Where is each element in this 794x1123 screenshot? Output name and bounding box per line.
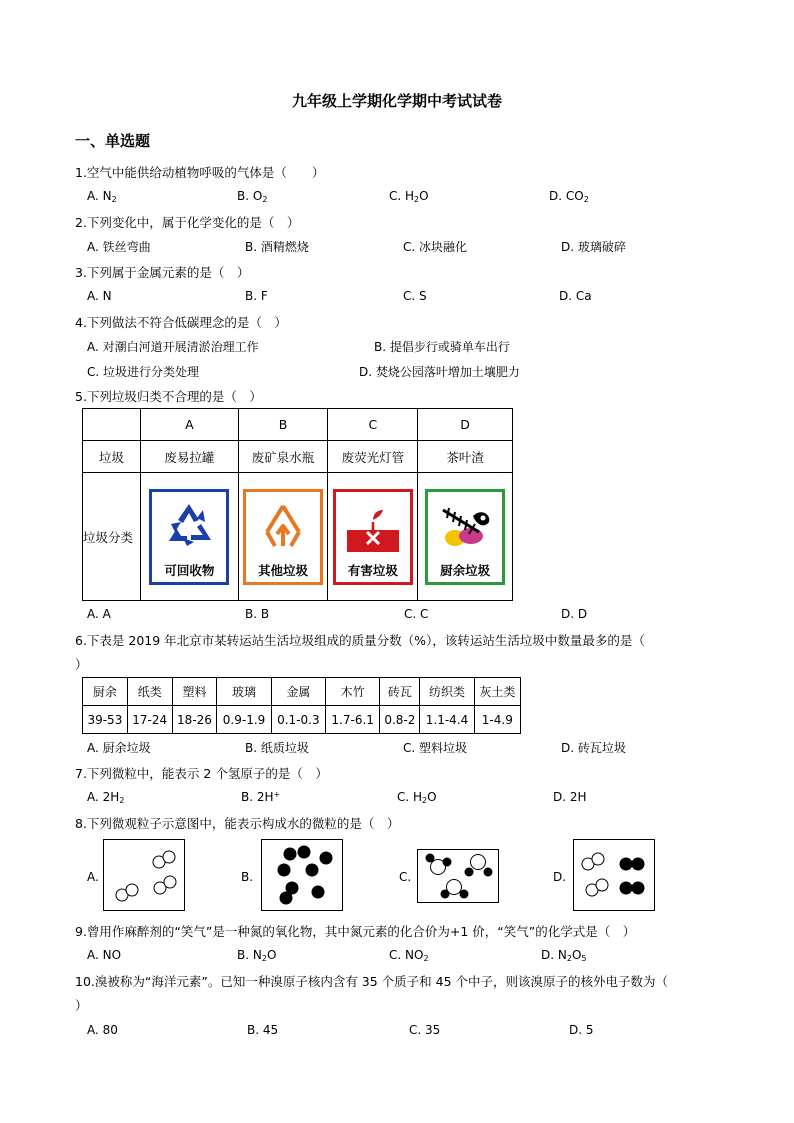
value-paper: 17-24: [127, 706, 172, 734]
molecule-diagram-b: [262, 840, 342, 910]
header-plastic: 塑料: [172, 678, 217, 706]
q7-option-a: A. $2H_2$: [87, 790, 125, 805]
q3-option-b: B. F: [245, 289, 268, 303]
kitchen-waste-sign: [425, 489, 505, 585]
col-header-b: B: [238, 409, 328, 441]
value-brick: 0.8-2: [380, 706, 420, 734]
row-label-waste: 垃圾: [83, 441, 141, 473]
q9-stem: 9.曾用作麻醉剂的“笑气”是一种氮的氧化物，其中氮元素的化合价为+1 价，“笑气”的化学式是（ ）: [75, 924, 636, 939]
q6-stem-end: ）: [75, 657, 88, 672]
col-header-a: A: [141, 409, 239, 441]
header-brick: 砖瓦: [380, 678, 420, 706]
q1-option-d: D. $CO_2$: [549, 189, 589, 204]
sign-label-recyclable: 可回收物: [164, 562, 215, 578]
q5-stem: 5.下列垃圾归类不合理的是（ ）: [75, 389, 262, 404]
other-waste-icon: [255, 498, 311, 554]
molecule-diagram-d: [574, 840, 654, 910]
section-heading: 一、单选题: [75, 132, 151, 150]
molecule-diagram-c: [418, 850, 498, 902]
molecule-diagram-a: [104, 840, 184, 910]
q10-option-d: D. 5: [569, 1023, 594, 1037]
hazardous-waste-sign: [333, 489, 413, 585]
q10-stem: 10.溴被称为“海洋元素”。已知一种溴原子核内含有 35 个质子和 45 个中子，则该溴原子的核外电子数为（: [75, 974, 669, 989]
q8-diagram-c: [417, 849, 499, 903]
value-glass: 0.9-1.9: [217, 706, 271, 734]
recyclable-sign: [149, 489, 229, 585]
q7-option-b: B. 2H+: [241, 790, 281, 804]
q2-option-c: C. 冰块融化: [403, 240, 468, 254]
q8-diagram-b: [261, 839, 343, 911]
q4-option-a: A. 对潮白河道开展清淤治理工作: [87, 340, 259, 354]
q1-option-b: B. $O_2$: [237, 189, 268, 204]
other-waste-sign: [243, 489, 323, 585]
hazardous-waste-icon: [343, 498, 403, 554]
q5-option-a: A. A: [87, 607, 111, 621]
header-kitchen: 厨余: [83, 678, 128, 706]
q9-option-d: D. $N_2O_5$: [541, 948, 587, 963]
q1-option-c: C. $H_2O$: [389, 189, 429, 204]
q3-option-a: A. N: [87, 289, 112, 303]
value-wood: 1.7-6.1: [326, 706, 380, 734]
q6-option-b: B. 纸质垃圾: [245, 741, 309, 755]
header-wood: 木竹: [326, 678, 380, 706]
q2-option-d: D. 玻璃破碎: [561, 240, 626, 254]
waste-item-a: 废易拉罐: [141, 441, 239, 473]
header-textile: 纺织类: [420, 678, 474, 706]
q10-stem-end: ）: [75, 998, 88, 1013]
value-plastic: 18-26: [172, 706, 217, 734]
q5-option-d: D. D: [561, 607, 588, 621]
q4-option-c: C. 垃圾进行分类处理: [87, 365, 200, 379]
q5-option-c: C. C: [404, 607, 429, 621]
q6-option-a: A. 厨余垃圾: [87, 741, 151, 755]
q2-option-b: B. 酒精燃烧: [245, 240, 309, 254]
header-glass: 玻璃: [217, 678, 271, 706]
q10-option-a: A. 80: [87, 1023, 118, 1037]
garbage-composition-table: [82, 677, 521, 734]
q9-option-c: C. $NO_2$: [389, 948, 429, 963]
col-header-c: C: [328, 409, 418, 441]
header-dust: 灰土类: [474, 678, 520, 706]
q10-option-b: B. 45: [247, 1023, 279, 1037]
q7-option-c: C. $H_2O$: [397, 790, 437, 805]
header-paper: 纸类: [127, 678, 172, 706]
q8-stem: 8.下列微观粒子示意图中，能表示构成水的微粒的是（ ）: [75, 816, 400, 831]
sign-label-kitchen: 厨余垃圾: [440, 562, 491, 578]
q1-option-a: A. $N_2$: [87, 189, 117, 204]
q3-option-c: C. S: [403, 289, 427, 303]
q2-option-a: A. 铁丝弯曲: [87, 240, 151, 254]
q3-stem: 3.下列属于金属元素的是（ ）: [75, 265, 250, 280]
value-kitchen: 39-53: [83, 706, 128, 734]
q8-diagram-a: [103, 839, 185, 911]
q8-diagram-d: [573, 839, 655, 911]
q10-option-c: C. 35: [409, 1023, 441, 1037]
row-label-category: 垃圾分类: [83, 473, 141, 601]
q3-option-d: D. Ca: [559, 289, 592, 303]
q4-option-b: B. 提倡步行或骑单车出行: [374, 340, 510, 354]
header-metal: 金属: [271, 678, 325, 706]
recycle-icon: [161, 498, 217, 554]
q6-option-c: C. 塑料垃圾: [403, 741, 468, 755]
waste-classification-table: [82, 408, 513, 601]
q5-option-b: B. B: [245, 607, 270, 621]
value-metal: 0.1-0.3: [271, 706, 325, 734]
q4-stem: 4.下列做法不符合低碳理念的是（ ）: [75, 315, 287, 330]
q7-option-d: D. 2H: [553, 790, 587, 804]
waste-item-d: 茶叶渣: [418, 441, 513, 473]
q6-option-d: D. 砖瓦垃圾: [561, 741, 626, 755]
q8-option-c-label: C.: [399, 870, 412, 884]
waste-item-b: 废矿泉水瓶: [238, 441, 328, 473]
q7-stem: 7.下列微粒中，能表示 2 个氢原子的是（ ）: [75, 766, 328, 781]
q6-stem: 6.下表是 2019 年北京市某转运站生活垃圾组成的质量分数（%），该转运站生活垃圾中数量最多的是（: [75, 633, 645, 648]
sign-label-other: 其他垃圾: [258, 562, 309, 578]
waste-item-c: 废荧光灯管: [328, 441, 418, 473]
sign-label-hazardous: 有害垃圾: [347, 562, 398, 578]
q4-option-d: D. 焚烧公园落叶增加土壤肥力: [359, 365, 520, 379]
q8-option-a-label: A.: [87, 870, 99, 884]
page-title: 九年级上学期化学期中考试试卷: [291, 92, 502, 110]
q2-stem: 2.下列变化中，属于化学变化的是（ ）: [75, 215, 300, 230]
value-dust: 1-4.9: [474, 706, 520, 734]
q9-option-b: B. $N_2O$: [237, 948, 277, 963]
q8-option-b-label: B.: [241, 870, 254, 884]
kitchen-waste-icon: [435, 498, 495, 554]
value-textile: 1.1-4.4: [420, 706, 474, 734]
q1-stem: 1.空气中能供给动植物呼吸的气体是（ ）: [75, 165, 325, 180]
q9-option-a: A. NO: [87, 948, 122, 962]
col-header-d: D: [418, 409, 513, 441]
q8-option-d-label: D.: [553, 870, 567, 884]
